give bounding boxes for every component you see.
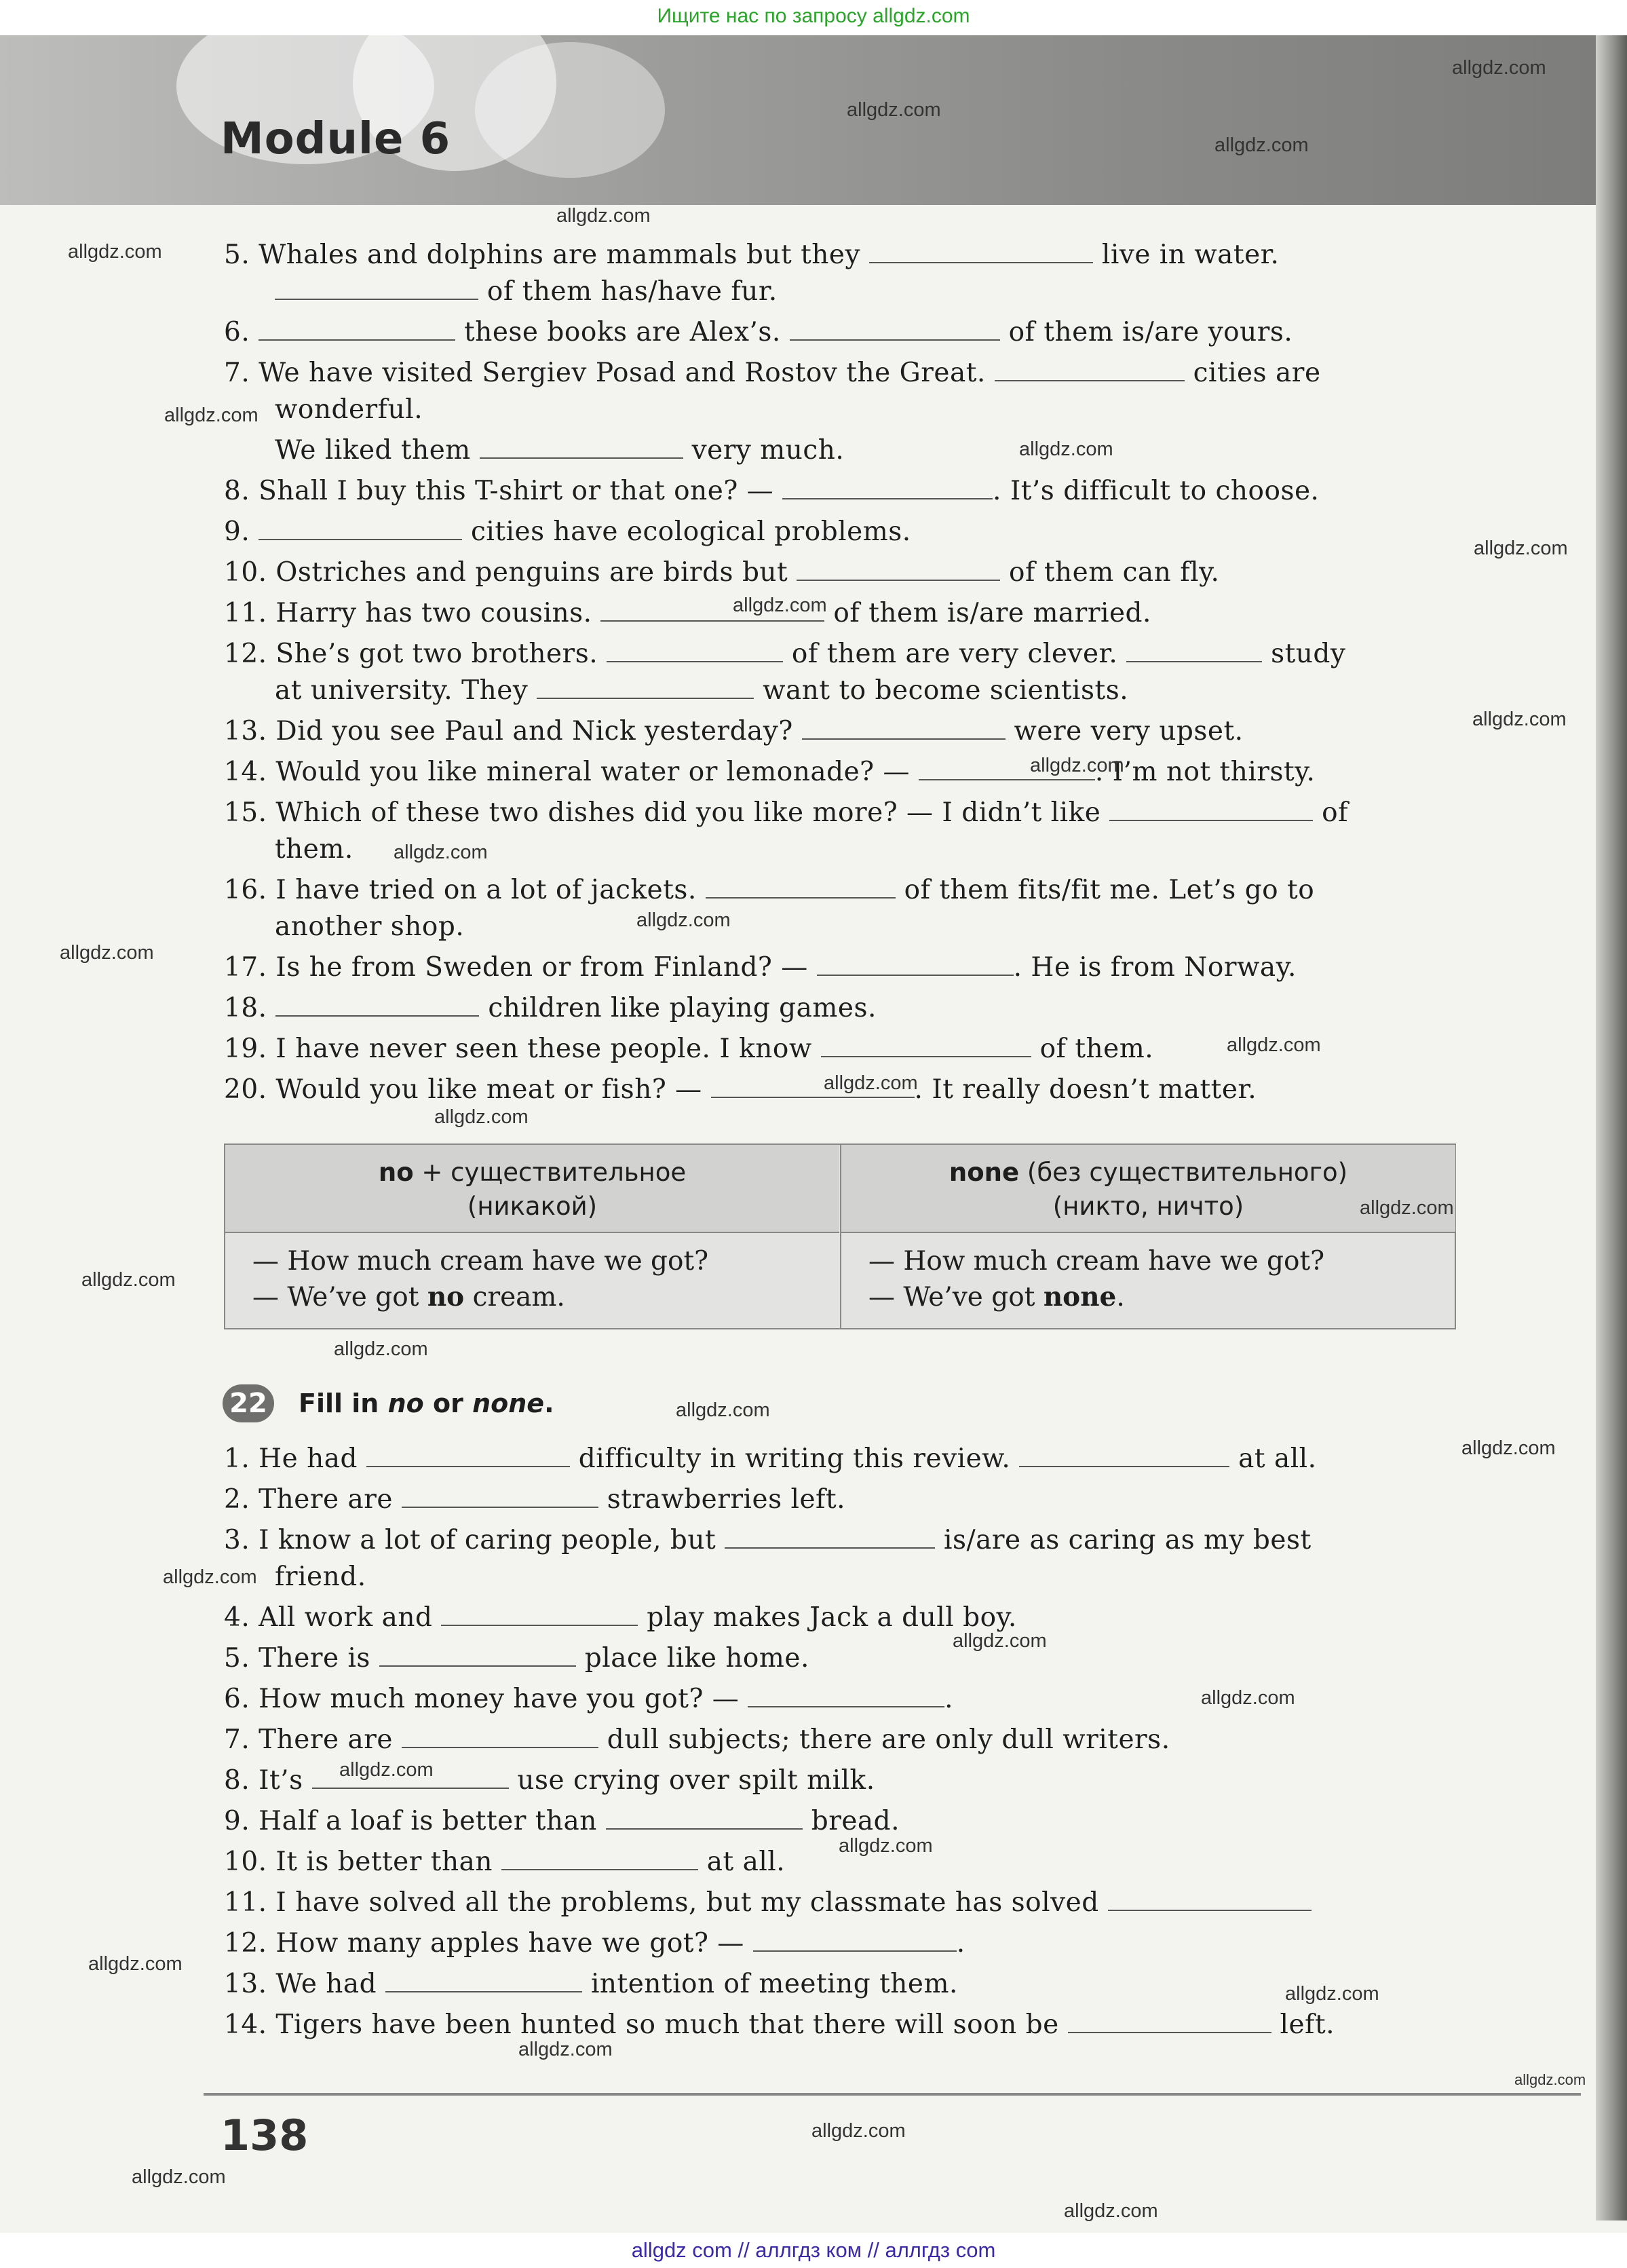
list-item: 5. There is place like home.: [224, 1643, 809, 1674]
list-item: 3. I know a lot of caring people, but is/are as caring as my best: [224, 1525, 1312, 1555]
list-item: 17. Is he from Sweden or from Finland? — . He is from Norway.: [224, 952, 1297, 983]
footer-rule: [204, 2093, 1581, 2096]
answer-blank[interactable]: [869, 242, 1093, 263]
watermark: allgdz.com: [556, 205, 651, 227]
list-item: 15. Which of these two dishes did you like more? — I didn’t like of: [224, 797, 1349, 828]
watermark: allgdz.com: [839, 1835, 933, 1857]
list-item: 9. Half a loaf is better than bread.: [224, 1806, 900, 1836]
page-number: 138: [221, 2111, 309, 2160]
answer-blank[interactable]: [606, 1808, 803, 1830]
list-item: 14. Would you like mineral water or lemonade? — . I’m not thirsty.: [224, 757, 1316, 787]
top-banner[interactable]: Ищите нас по запросу allgdz.com: [0, 0, 1627, 35]
list-item: 14. Tigers have been hunted so much that there will soon be left.: [224, 2009, 1335, 2040]
watermark: allgdz.com: [81, 1269, 176, 1291]
answer-blank[interactable]: [275, 278, 478, 300]
list-item: We liked them very much.: [275, 435, 845, 466]
list-item: 6. How much money have you got? — .: [224, 1684, 954, 1714]
answer-blank[interactable]: [441, 1604, 638, 1626]
list-item: 18. children like playing games.: [224, 993, 877, 1023]
watermark: allgdz.com: [164, 404, 259, 426]
list-item: 13. Did you see Paul and Nick yesterday? were very upset.: [224, 716, 1244, 746]
watermark: allgdz.com: [60, 942, 154, 964]
grammar-example-no: — How much cream have we got? — We’ve got no cream.: [252, 1246, 709, 1312]
list-item: at university. They want to become scientists.: [275, 675, 1129, 706]
list-item: 16. I have tried on a lot of jackets. of them fits/fit me. Let’s go to: [224, 875, 1315, 905]
answer-blank[interactable]: [480, 437, 683, 459]
list-item: of them has/have fur.: [275, 276, 778, 308]
list-item: another shop.: [275, 911, 465, 942]
answer-blank[interactable]: [1109, 799, 1313, 821]
watermark: allgdz.com: [434, 1106, 529, 1128]
watermark: allgdz.com: [518, 2039, 613, 2060]
watermark: allgdz.com: [1064, 2200, 1158, 2222]
answer-blank[interactable]: [817, 954, 1014, 976]
watermark: allgdz.com: [132, 2166, 226, 2188]
watermark: allgdz.com: [1474, 537, 1568, 559]
grammar-header-no: no + существительное (никакой): [225, 1145, 839, 1233]
answer-blank[interactable]: [1019, 1445, 1229, 1467]
watermark: allgdz.com: [1514, 2071, 1586, 2088]
list-item: 10. Ostriches and penguins are birds but of them can fly.: [224, 557, 1220, 588]
answer-blank[interactable]: [797, 559, 1000, 581]
list-item: 20. Would you like meat or fish? — . It really doesn’t matter.: [224, 1074, 1257, 1105]
list-item: 11. Harry has two cousins. of them is/are married.: [224, 598, 1151, 628]
answer-blank[interactable]: [1108, 1889, 1312, 1911]
answer-blank[interactable]: [259, 319, 455, 341]
answer-blank[interactable]: [607, 641, 783, 662]
watermark: allgdz.com: [339, 1759, 434, 1781]
watermark: allgdz.com: [1214, 134, 1309, 156]
list-item: friend.: [275, 1562, 366, 1592]
exercise-title: Fill in no or none.: [299, 1388, 554, 1418]
bottom-banner[interactable]: allgdz com // аллгдз ком // аллгдз com: [0, 2233, 1627, 2268]
list-item: 11. I have solved all the problems, but my classmate has solved: [224, 1887, 1312, 1919]
module-title: Module 6: [221, 114, 451, 164]
list-item: them.: [275, 834, 353, 865]
answer-blank[interactable]: [802, 718, 1006, 740]
answer-blank[interactable]: [275, 995, 479, 1017]
list-item: 12. How many apples have we got? — .: [224, 1928, 965, 1959]
list-item: 10. It is better than at all.: [224, 1847, 786, 1877]
watermark: allgdz.com: [847, 99, 941, 121]
answer-blank[interactable]: [366, 1445, 570, 1467]
answer-blank[interactable]: [402, 1486, 598, 1508]
list-item: 7. We have visited Sergiev Posad and Rostov the Great. cities are: [224, 358, 1321, 388]
exercise-number-badge: 22: [223, 1384, 274, 1422]
watermark: allgdz.com: [733, 594, 827, 616]
answer-blank[interactable]: [259, 518, 462, 540]
list-item: 8. It’s use crying over spilt milk.: [224, 1765, 875, 1796]
list-item: 19. I have never seen these people. I know of them.: [224, 1034, 1154, 1064]
answer-blank[interactable]: [402, 1726, 598, 1748]
answer-blank[interactable]: [821, 1036, 1031, 1057]
flower-decoration: [475, 42, 665, 178]
answer-blank[interactable]: [995, 360, 1185, 381]
grammar-column-none: [840, 1145, 1455, 1328]
answer-blank[interactable]: [782, 478, 993, 499]
watermark: allgdz.com: [1461, 1437, 1556, 1459]
list-item: 13. We had intention of meeting them.: [224, 1969, 958, 1999]
list-item: 8. Shall I buy this T-shirt or that one? — . It’s difficult to choose.: [224, 476, 1320, 506]
list-item: 4. All work and play makes Jack a dull boy.: [224, 1602, 1017, 1633]
grammar-column-no: [225, 1145, 839, 1328]
watermark: allgdz.com: [1452, 57, 1546, 79]
list-item: 7. There are dull subjects; there are only dull writers.: [224, 1724, 1170, 1755]
list-item: 2. There are strawberries left.: [224, 1484, 846, 1515]
watermark: allgdz.com: [1285, 1983, 1379, 2005]
watermark: allgdz.com: [1201, 1687, 1295, 1709]
answer-blank[interactable]: [790, 319, 1000, 341]
list-item: wonderful.: [275, 394, 423, 425]
watermark: allgdz.com: [88, 1953, 183, 1975]
watermark: allgdz.com: [334, 1338, 428, 1360]
answer-blank[interactable]: [379, 1645, 576, 1667]
answer-blank[interactable]: [748, 1686, 944, 1707]
watermark: allgdz.com: [163, 1566, 257, 1588]
watermark: allgdz.com: [811, 2120, 906, 2142]
watermark: allgdz.com: [394, 842, 488, 863]
grammar-table: [224, 1144, 1456, 1329]
watermark: allgdz.com: [1227, 1034, 1321, 1056]
watermark: allgdz.com: [1472, 708, 1567, 730]
watermark: allgdz.com: [1360, 1197, 1454, 1219]
book-spine-shadow: [1596, 35, 1627, 2220]
watermark: allgdz.com: [636, 909, 731, 931]
list-item: 1. He had difficulty in writing this review. at all.: [224, 1443, 1317, 1474]
watermark: allgdz.com: [953, 1630, 1047, 1652]
list-item: 12. She’s got two brothers. of them are very clever. study: [224, 639, 1346, 669]
list-item: 9. cities have ecological problems.: [224, 516, 911, 547]
watermark: allgdz.com: [68, 241, 162, 263]
watermark: allgdz.com: [1019, 438, 1113, 460]
watermark: allgdz.com: [824, 1072, 918, 1094]
answer-blank[interactable]: [1068, 2011, 1271, 2033]
watermark: allgdz.com: [1030, 755, 1124, 776]
answer-blank[interactable]: [1126, 641, 1262, 662]
answer-blank[interactable]: [725, 1527, 935, 1549]
answer-blank[interactable]: [385, 1971, 582, 1992]
answer-blank[interactable]: [501, 1849, 698, 1870]
list-item: 6. these books are Alex’s. of them is/are yours.: [224, 317, 1293, 347]
grammar-header-none: none (без существительного) (никто, ничто): [841, 1145, 1455, 1233]
watermark: allgdz.com: [676, 1399, 770, 1421]
answer-blank[interactable]: [753, 1930, 957, 1952]
grammar-example-none: — How much cream have we got? — We’ve got none.: [868, 1246, 1325, 1312]
answer-blank[interactable]: [706, 877, 896, 899]
list-item: 5. Whales and dolphins are mammals but they live in water.: [224, 240, 1280, 270]
answer-blank[interactable]: [537, 677, 754, 699]
